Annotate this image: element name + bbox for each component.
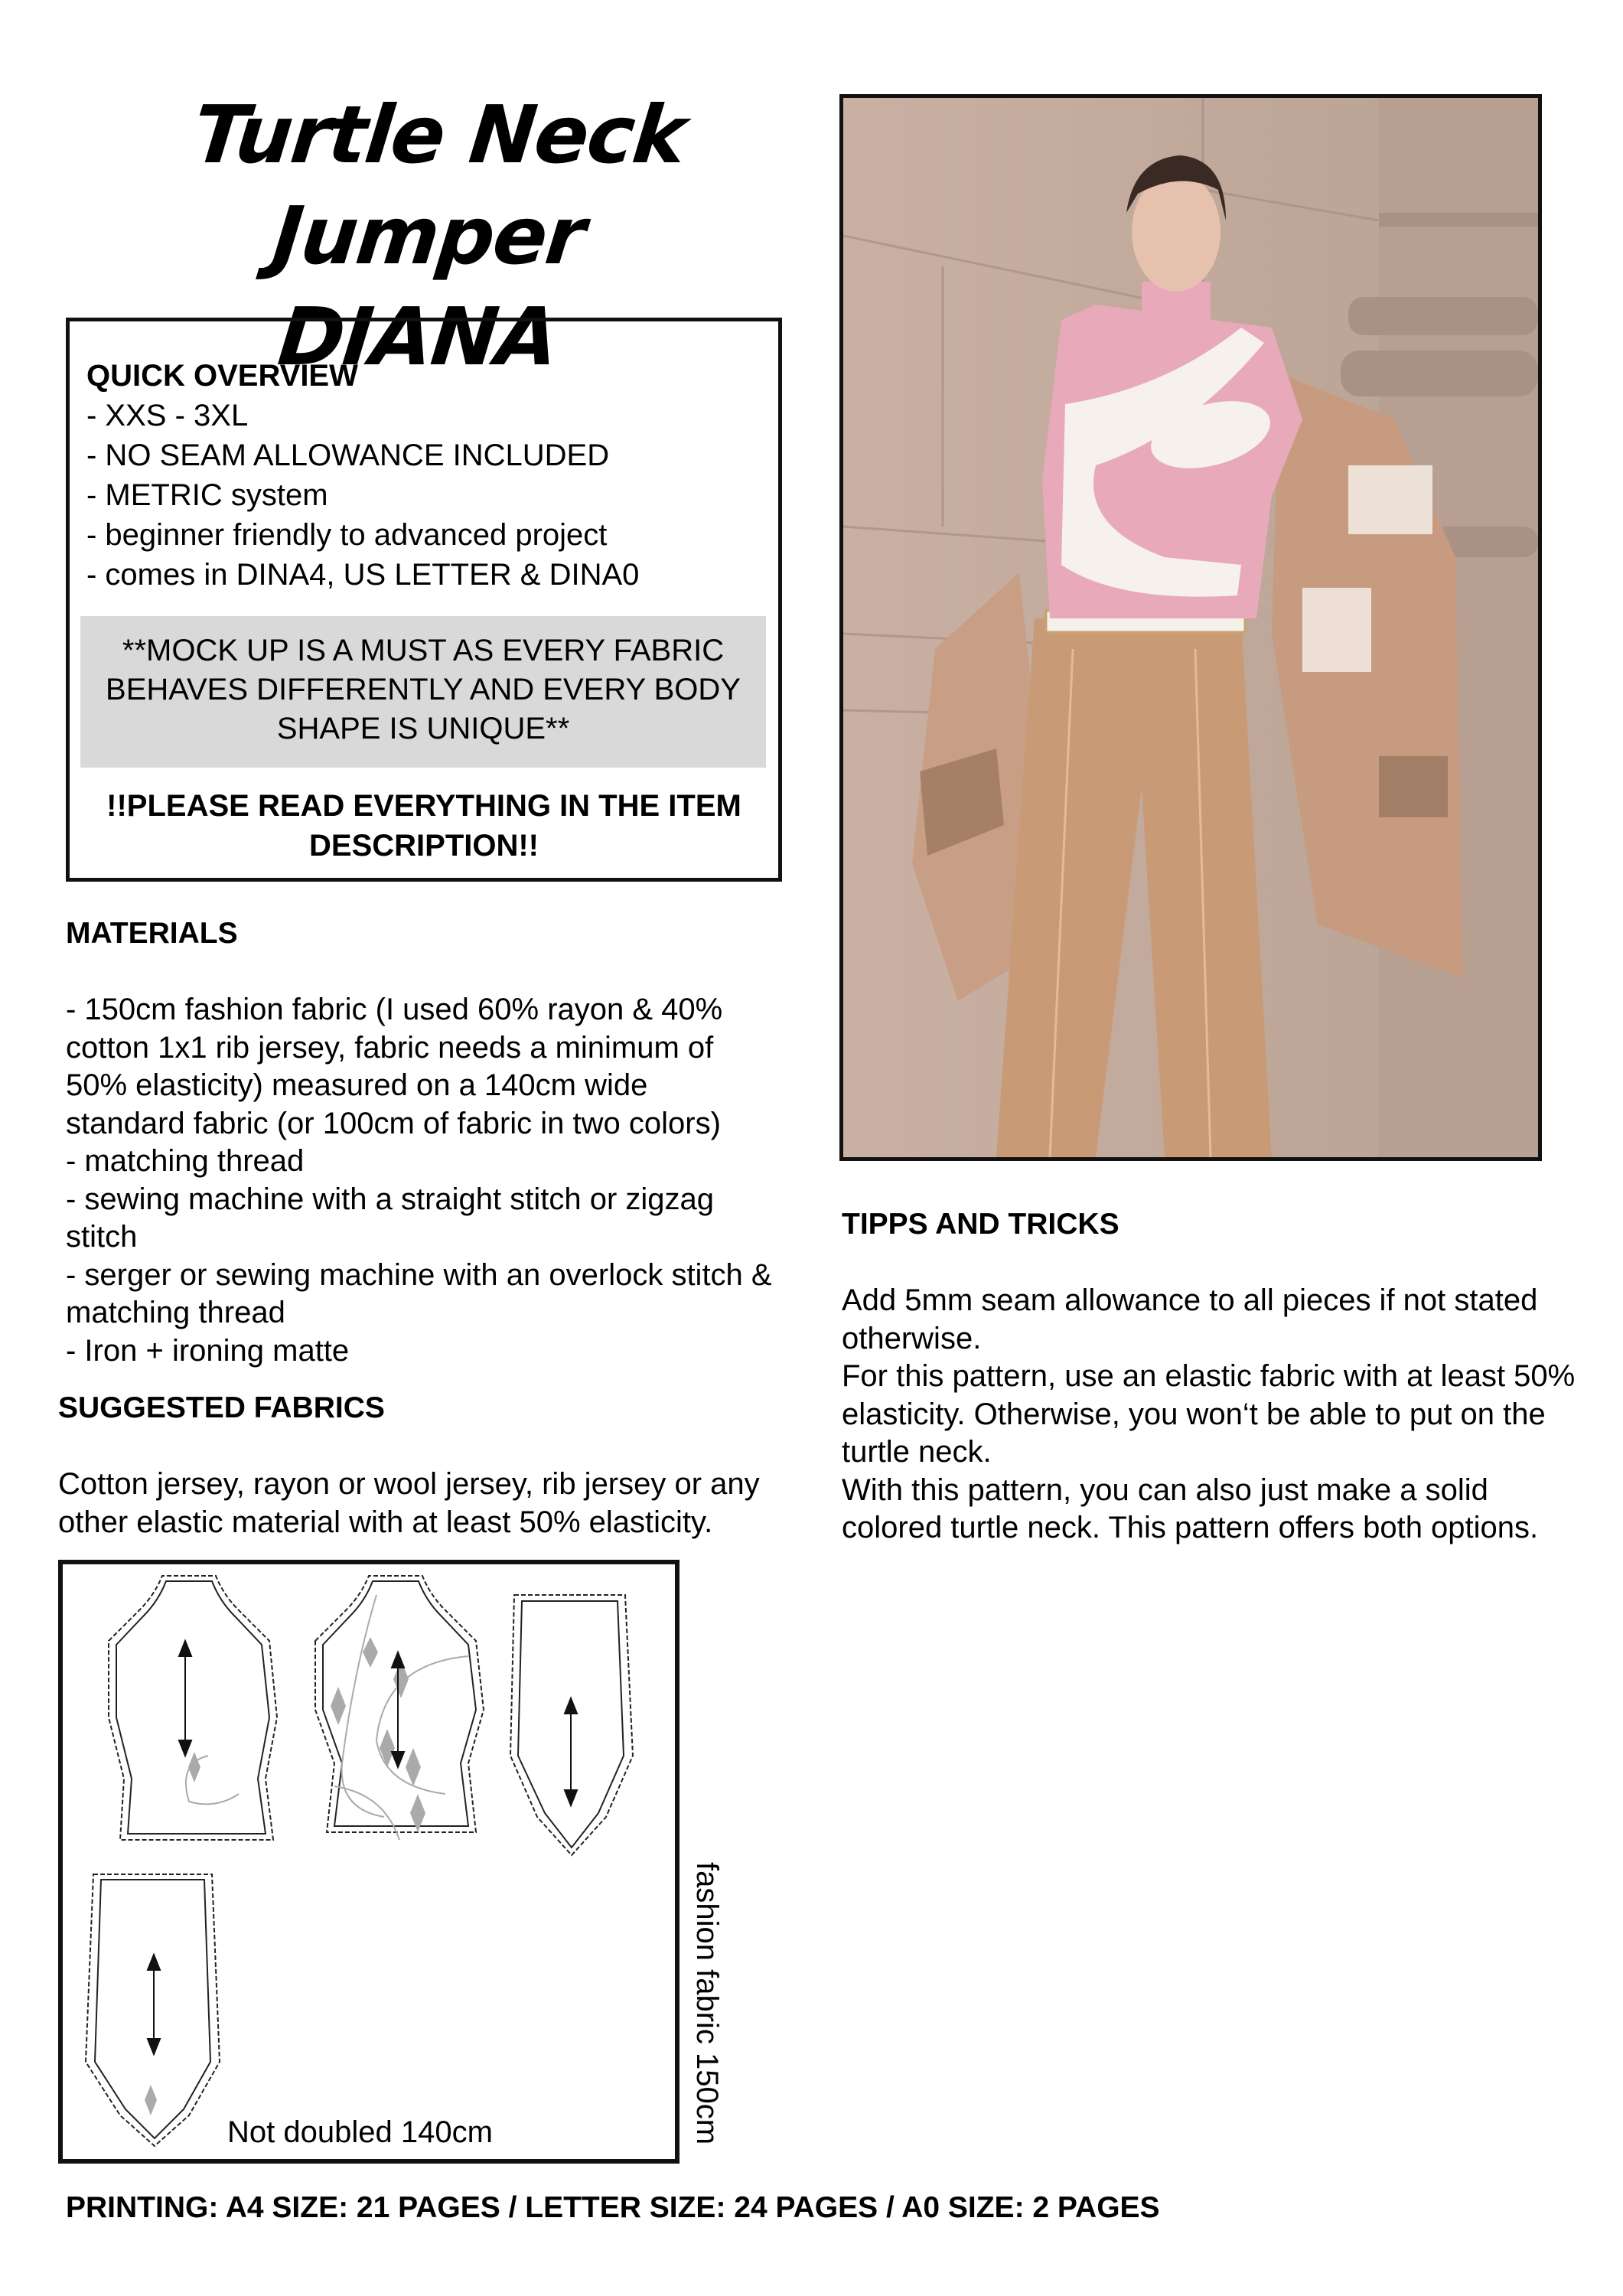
tipps-and-tricks-section (842, 1205, 1592, 1548)
title-line-1: Turtle Neck Jumper (188, 88, 689, 282)
materials-section (66, 915, 800, 1370)
fabric-width-label: fashion fabric 150cm (690, 1862, 724, 2145)
cutting-layout-diagram (58, 1560, 680, 2164)
materials-item: - matching thread (66, 1144, 305, 1178)
tipps-heading: TIPPS AND TRICKS (842, 1208, 1119, 1241)
not-doubled-label: Not doubled 140cm (227, 2115, 493, 2149)
suggested-fabrics-text: Cotton jersey, rayon or wool jersey, rib jersey or any other elastic material with at least 50% elasticity. (58, 1467, 760, 1539)
materials-item: - serger or sewing machine with an overlock stitch & matching thread (66, 1257, 772, 1329)
pattern-pieces-illustration (63, 1564, 675, 2159)
tipps-paragraph: Add 5mm seam allowance to all pieces if not stated otherwise. (842, 1283, 1538, 1355)
overview-item: - XXS - 3XL (86, 399, 249, 432)
title-line-2: DIANA (274, 290, 562, 383)
quick-overview-box (66, 318, 782, 882)
tipps-paragraph: With this pattern, you can also just make a solid colored turtle neck. This pattern offers both options. (842, 1473, 1539, 1544)
quick-overview-heading: QUICK OVERVIEW (86, 359, 358, 393)
overview-item: - comes in DINA4, US LETTER & DINA0 (86, 558, 640, 592)
tipps-paragraph: For this pattern, use an elastic fabric with at least 50% elasticity. Otherwise, you won‘t be able to put on the turtle neck. (842, 1359, 1576, 1469)
model-photo (839, 94, 1542, 1161)
materials-item: - sewing machine with a straight stitch or zigzag stitch (66, 1182, 715, 1254)
model-photo-illustration (843, 98, 1538, 1157)
materials-item: - 150cm fashion fabric (I used 60% rayon & 40% cotton 1x1 rib jersey, fabric needs a minimum of 50% elasticity) measured on a 140cm wide standard fabric (or 100cm of fabric in two colors) (66, 993, 723, 1140)
materials-heading: MATERIALS (66, 917, 238, 950)
suggested-fabrics-heading: SUGGESTED FABRICS (58, 1391, 385, 1424)
suggested-fabrics-section (58, 1389, 808, 1541)
mock-up-notice: **MOCK UP IS A MUST AS EVERY FABRIC BEHAVES DIFFERENTLY AND EVERY BODY SHAPE IS UNIQUE** (80, 616, 766, 768)
overview-item: - METRIC system (86, 478, 328, 512)
overview-item: - beginner friendly to advanced project (86, 518, 608, 552)
please-read-notice: !!PLEASE READ EVERYTHING IN THE ITEM DESCRIPTION!! (106, 789, 741, 863)
printing-info: PRINTING: A4 SIZE: 21 PAGES / LETTER SIZE: 24 PAGES / A0 SIZE: 2 PAGES (66, 2191, 1160, 2224)
materials-item: - Iron + ironing matte (66, 1333, 350, 1368)
overview-item: - NO SEAM ALLOWANCE INCLUDED (86, 439, 610, 472)
